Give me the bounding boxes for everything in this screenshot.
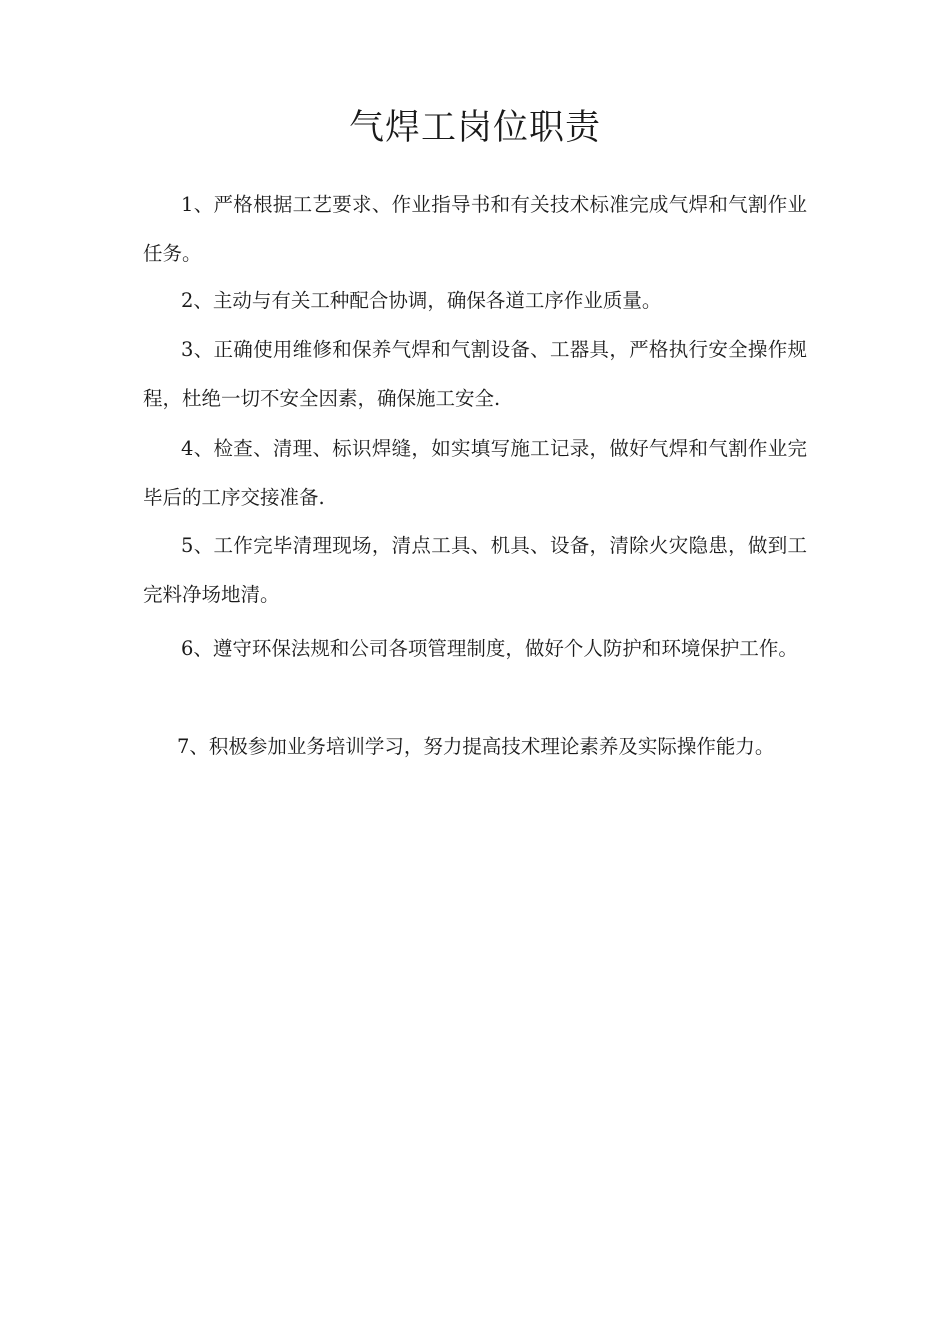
duty-item-5: 5、工作完毕清理现场，清点工具、机具、设备，清除火灾隐患，做到工完料净场地清。	[143, 534, 807, 606]
document-title: 气焊工岗位职责	[348, 108, 601, 148]
duty-item-7: 7、积极参加业务培训学习，努力提高技术理论素养及实际操作能力。	[177, 735, 775, 758]
duty-item-1: 1、严格根据工艺要求、作业指导书和有关技术标准完成气焊和气割作业任务。	[143, 193, 807, 265]
duty-item-2: 2、主动与有关工种配合协调，确保各道工序作业质量。	[181, 289, 662, 312]
duty-item-3: 3、正确使用维修和保养气焊和气割设备、工器具，严格执行安全操作规程，杜绝一切不安全因素，确保施工安全.	[143, 338, 807, 410]
duty-item-4: 4、检查、清理、标识焊缝，如实填写施工记录，做好气焊和气割作业完毕后的工序交接准备.	[143, 437, 807, 509]
duty-item-6: 6、遵守环保法规和公司各项管理制度，做好个人防护和环境保护工作。	[181, 637, 798, 660]
